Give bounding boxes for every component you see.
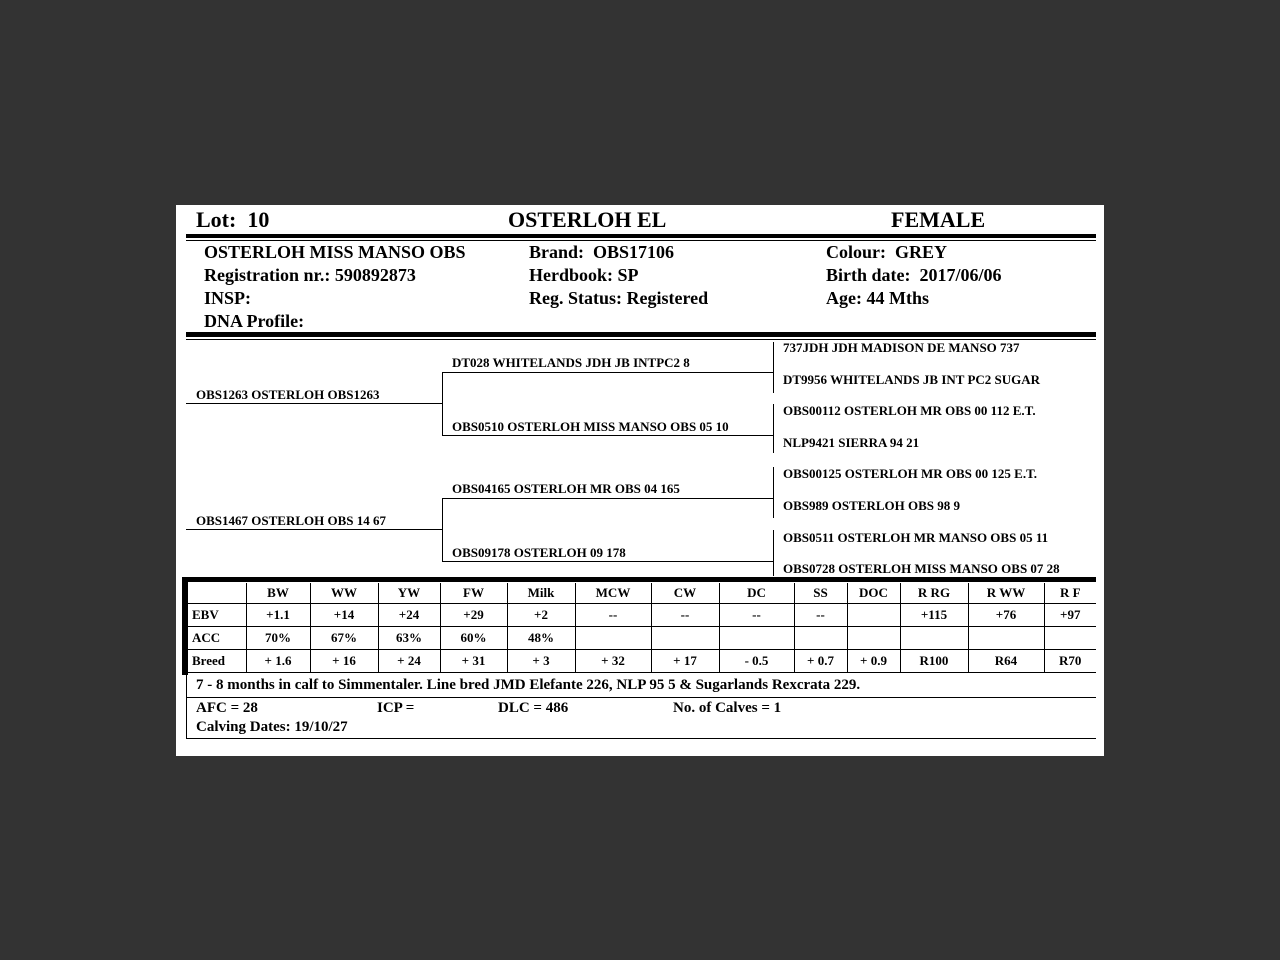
acc-cell: 70% xyxy=(246,627,310,650)
pedigree-sire-sire: DT028 WHITELANDS JDH JB INTPC2 8 xyxy=(452,355,690,370)
reg-status-label: Reg. Status: xyxy=(529,288,622,308)
insp-field xyxy=(204,288,251,309)
ebv-cell: +29 xyxy=(440,604,507,627)
sex-label: FEMALE xyxy=(891,207,986,232)
acc-cell: 67% xyxy=(310,627,378,650)
pedigree-dam: OBS1467 OSTERLOH OBS 14 67 xyxy=(196,513,386,528)
ebv-header-cell: R RG xyxy=(900,583,968,604)
notes-divider xyxy=(186,697,1096,698)
herdbook-label: Herdbook: xyxy=(529,265,614,285)
herdbook-field xyxy=(529,265,639,286)
colour-label: Colour: xyxy=(826,242,886,262)
breed-cell: R64 xyxy=(968,650,1044,673)
reg-status-field xyxy=(529,288,708,309)
notes-afc: AFC = 28 xyxy=(196,700,258,716)
breed-cell: R100 xyxy=(900,650,968,673)
registration-field xyxy=(204,265,416,286)
pedigree-dam-dam: OBS09178 OSTERLOH 09 178 xyxy=(452,545,626,560)
acc-cell: 60% xyxy=(440,627,507,650)
dam-bracket xyxy=(442,498,443,561)
breed-cell: - 0.5 xyxy=(719,650,794,673)
breed-cell: + 17 xyxy=(651,650,719,673)
info-divider xyxy=(186,332,1096,337)
colour-value: GREY xyxy=(895,242,948,262)
age-field xyxy=(826,288,929,309)
ebv-header-cell: FW xyxy=(440,583,507,604)
dam-dam-line xyxy=(442,561,773,562)
pedigree-ggp-5: OBS00125 OSTERLOH MR OBS 00 125 E.T. xyxy=(783,466,1038,481)
acc-cell xyxy=(847,627,900,650)
notes-bottom-border xyxy=(186,738,1096,739)
ebv-cell: +2 xyxy=(507,604,575,627)
acc-row-label: ACC xyxy=(188,627,246,650)
pedigree-sire-dam: OBS0510 OSTERLOH MISS MANSO OBS 05 10 xyxy=(452,419,729,434)
ebv-row-label: EBV xyxy=(188,604,246,627)
acc-cell xyxy=(651,627,719,650)
ebv-header-cell: DOC xyxy=(847,583,900,604)
acc-cell xyxy=(575,627,651,650)
ebv-cell: +97 xyxy=(1044,604,1096,627)
ebv-header-cell: R F xyxy=(1044,583,1096,604)
breed-cell: + 24 xyxy=(378,650,440,673)
ebv-top-divider xyxy=(182,577,1096,582)
brand-label: Brand: xyxy=(529,242,585,262)
ebv-cell: +1.1 xyxy=(246,604,310,627)
acc-cell xyxy=(719,627,794,650)
header-divider-thin xyxy=(186,240,1096,241)
ebv-header-cell: R WW xyxy=(968,583,1044,604)
lot-label: Lot: xyxy=(196,207,237,232)
colour-field xyxy=(826,242,947,263)
ebv-cell: -- xyxy=(651,604,719,627)
ebv-header-cell: YW xyxy=(378,583,440,604)
brand-value: OBS17106 xyxy=(593,242,675,262)
sire-dam-line xyxy=(442,435,773,436)
ebv-header-cell: WW xyxy=(310,583,378,604)
acc-row xyxy=(188,627,1096,650)
breed-cell: R70 xyxy=(1044,650,1096,673)
pedigree-ggp-4: NLP9421 SIERRA 94 21 xyxy=(783,435,920,450)
ggp-bracket-4 xyxy=(773,530,774,576)
sire-sire-line xyxy=(442,372,773,373)
age-value: 44 Mths xyxy=(866,288,929,308)
dam-sire-line xyxy=(442,498,773,499)
ebv-header-cell xyxy=(188,583,246,604)
age-label: Age: xyxy=(826,288,862,308)
breed-row-label: Breed xyxy=(188,650,246,673)
registration-label: Registration nr.: xyxy=(204,265,331,285)
breeder-name: OSTERLOH EL xyxy=(508,207,667,232)
acc-cell xyxy=(900,627,968,650)
dna-field xyxy=(204,311,304,332)
brand-field xyxy=(529,242,674,263)
ebv-header-cell: BW xyxy=(246,583,310,604)
animal-name: OSTERLOH MISS MANSO OBS xyxy=(204,242,466,262)
ggp-bracket-3 xyxy=(773,467,774,518)
herdbook-value: SP xyxy=(617,265,639,285)
acc-cell xyxy=(968,627,1044,650)
acc-cell: 63% xyxy=(378,627,440,650)
notes-calving-dates: Calving Dates: 19/10/27 xyxy=(196,719,348,735)
ggp-bracket-1 xyxy=(773,342,774,393)
ebv-table xyxy=(188,583,1096,673)
pedigree-ggp-8: OBS0728 OSTERLOH MISS MANSO OBS 07 28 xyxy=(783,561,1060,576)
birth-label: Birth date: xyxy=(826,265,911,285)
acc-cell xyxy=(1044,627,1096,650)
acc-cell xyxy=(794,627,847,650)
pedigree-ggp-3: OBS00112 OSTERLOH MR OBS 00 112 E.T. xyxy=(783,403,1036,418)
ebv-cell: -- xyxy=(719,604,794,627)
breed-cell: + 0.9 xyxy=(847,650,900,673)
ebv-cell: +115 xyxy=(900,604,968,627)
acc-cell: 48% xyxy=(507,627,575,650)
ebv-cell: -- xyxy=(575,604,651,627)
ebv-cell: +76 xyxy=(968,604,1044,627)
ebv-header-row xyxy=(188,583,1096,604)
ebv-row xyxy=(188,604,1096,627)
ebv-header-cell: MCW xyxy=(575,583,651,604)
ebv-header-cell: Milk xyxy=(507,583,575,604)
pedigree-ggp-7: OBS0511 OSTERLOH MR MANSO OBS 05 11 xyxy=(783,530,1049,545)
pedigree-ggp-6: OBS989 OSTERLOH OBS 98 9 xyxy=(783,498,960,513)
breed-cell: + 31 xyxy=(440,650,507,673)
registration-value: 590892873 xyxy=(334,265,416,285)
sire-bracket xyxy=(442,372,443,435)
ebv-cell: +14 xyxy=(310,604,378,627)
header-divider xyxy=(186,234,1096,238)
notes-left-border xyxy=(186,675,187,739)
notes-dlc: DLC = 486 xyxy=(498,700,569,716)
breed-cell: + 1.6 xyxy=(246,650,310,673)
ebv-header-cell: DC xyxy=(719,583,794,604)
sire-line xyxy=(186,403,442,404)
ebv-cell: +24 xyxy=(378,604,440,627)
lot-number: 10 xyxy=(247,207,270,232)
ebv-cell: -- xyxy=(794,604,847,627)
lot-label-group xyxy=(196,207,269,233)
notes-icp: ICP = xyxy=(377,700,415,716)
breed-cell: + 32 xyxy=(575,650,651,673)
insp-label: INSP: xyxy=(204,288,252,308)
reg-status-value: Registered xyxy=(626,288,709,308)
pedigree-sire: OBS1263 OSTERLOH OBS1263 xyxy=(196,387,380,402)
pedigree-dam-sire: OBS04165 OSTERLOH MR OBS 04 165 xyxy=(452,481,680,496)
breed-cell: + 16 xyxy=(310,650,378,673)
lot-card xyxy=(176,205,1104,756)
breed-cell: + 3 xyxy=(507,650,575,673)
pedigree-ggp-1: 737JDH JDH MADISON DE MANSO 737 xyxy=(783,340,1020,355)
ebv-header-cell: CW xyxy=(651,583,719,604)
breed-cell: + 0.7 xyxy=(794,650,847,673)
pedigree-ggp-2: DT9956 WHITELANDS JB INT PC2 SUGAR xyxy=(783,372,1041,387)
dna-label: DNA Profile: xyxy=(204,311,305,331)
notes-comment: 7 - 8 months in calf to Simmentaler. Line bred JMD Elefante 226, NLP 95 5 & Sugarlands Rexcrata 229. xyxy=(196,677,861,693)
birth-field xyxy=(826,265,1002,286)
birth-value: 2017/06/06 xyxy=(919,265,1002,285)
ebv-cell xyxy=(847,604,900,627)
dam-line xyxy=(186,529,442,530)
breed-row xyxy=(188,650,1096,673)
ebv-header-cell: SS xyxy=(794,583,847,604)
notes-calves: No. of Calves = 1 xyxy=(673,700,782,716)
ggp-bracket-2 xyxy=(773,404,774,453)
